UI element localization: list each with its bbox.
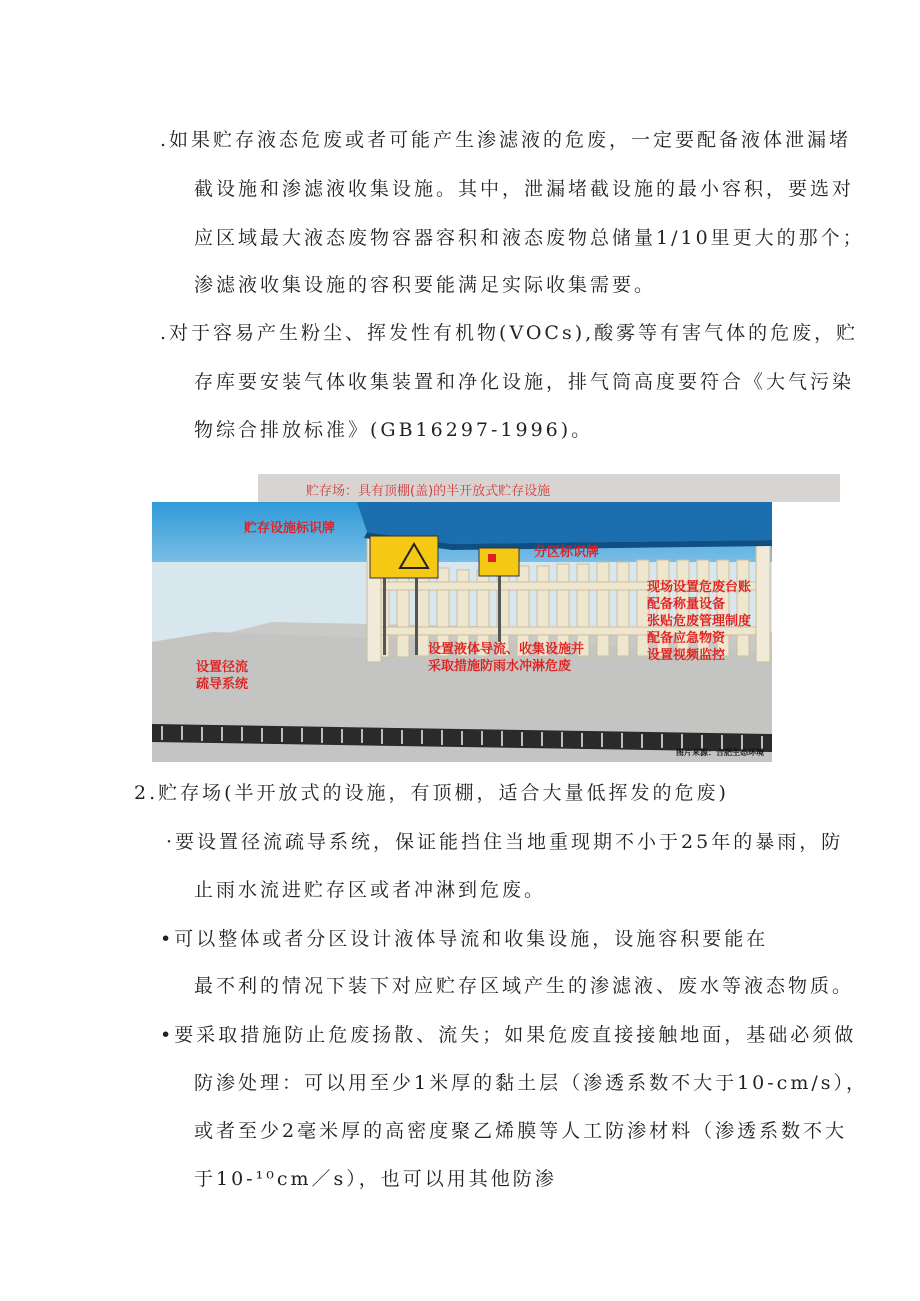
para2-line1: .对于容易产生粉尘、挥发性有机物(VOCs),酸雾等有害气体的危废，贮 xyxy=(160,322,859,344)
bullet1-line1: ·要设置径流疏导系统，保证能挡住当地重现期不小于25年的暴雨，防 xyxy=(166,831,844,853)
label-emergency: 配备应急物资 xyxy=(647,631,726,646)
figure-caption-bar xyxy=(258,474,840,502)
bullet1-line2: 止雨水流进贮存区或者冲淋到危废。 xyxy=(194,879,547,901)
para1-line1: .如果贮存液态危废或者可能产生渗滤液的危废，一定要配备液体泄漏堵 xyxy=(160,129,852,151)
label-rules: 张贴危废管理制度 xyxy=(647,614,752,629)
para1-line3: 应区域最大液态废物容器容积和液态废物总储量1/10里更大的那个； xyxy=(194,227,865,249)
bullet3-line4: 于10-¹⁰cm／s），也可以用其他防渗 xyxy=(194,1168,557,1190)
para2-line3: 物综合排放标准》(GB16297-1996)。 xyxy=(194,419,594,441)
bullet2-line1: •可以整体或者分区设计液体导流和收集设施，设施容积要能在 xyxy=(160,928,769,950)
bullet3-line1: •要采取措施防止危废扬散、流失；如果危废直接接触地面，基础必须做 xyxy=(160,1024,857,1046)
label-runoff-2: 疏导系统 xyxy=(196,677,249,692)
label-ledger: 现场设置危废台账 xyxy=(647,580,752,595)
sign-pole-right xyxy=(498,572,501,642)
label-center-2: 采取措施防雨水冲淋危废 xyxy=(428,659,572,674)
zone-sign xyxy=(479,548,519,576)
image-source: 图片来源：合肥生态环境 xyxy=(676,748,764,757)
bullet2-line2: 最不利的情况下装下对应贮存区域产生的渗滤液、废水等液态物质。 xyxy=(194,975,855,997)
para1-line2: 截设施和渗滤液收集设施。其中，泄漏堵截设施的最小容积，要选对 xyxy=(194,178,855,200)
label-zone-sign: 分区标识牌 xyxy=(534,545,600,560)
para2-line2: 存库要安装气体收集装置和净化设施，排气筒高度要符合《大气污染 xyxy=(194,371,855,393)
label-facility-sign: 贮存设施标识牌 xyxy=(244,521,336,536)
label-runoff-1: 设置径流 xyxy=(196,660,249,675)
facility-sign xyxy=(370,536,438,578)
bullet3-line3: 或者至少2毫米厚的高密度聚乙烯膜等人工防渗材料（渗透系数不大 xyxy=(194,1120,848,1142)
label-video: 设置视频监控 xyxy=(647,648,726,663)
label-weighing: 配备称量设备 xyxy=(647,597,726,612)
bullet3-line2: 防渗处理：可以用至少1米厚的黏土层（渗透系数不大于10-cm/s）， xyxy=(194,1072,868,1094)
label-center-1: 设置液体导流、收集设施并 xyxy=(428,642,585,657)
figure-caption: 贮存场：具有顶棚(盖)的半开放式贮存设施 xyxy=(306,484,551,499)
para1-line4: 渗滤液收集设施的容积要能满足实际收集需要。 xyxy=(194,274,657,296)
section2-heading: 2.贮存场(半开放式的设施，有顶棚，适合大量低挥发的危废) xyxy=(134,782,729,804)
storage-yard-illustration xyxy=(152,502,772,762)
